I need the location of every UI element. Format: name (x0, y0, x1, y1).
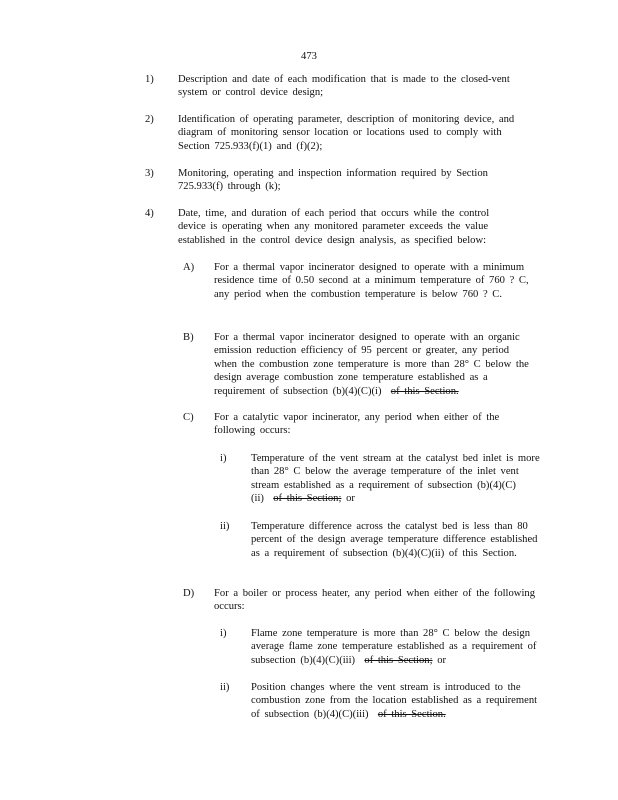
item-body: Temperature of the vent stream at the catalyst bed inlet is more than 28° C below the average temperature of the inlet vent stream established as a requirement of subsection (b)(4)(C)(ii) (251, 453, 540, 505)
page-number: 473 (301, 51, 317, 62)
struck-text: of this Section; (273, 493, 342, 505)
item-label: A) (183, 262, 195, 273)
item-text (251, 681, 541, 721)
item-text (251, 452, 541, 506)
item-body: For a thermal vapor incinerator designed to operate with an organic emission reduction efficiency of 95 percent or greater, any period when the combustion zone temperature is more than 28° C below the design average combustion zone temperature established as a requirement of subsection (b)(4)(C)(i) (214, 332, 529, 397)
item-text (214, 331, 536, 398)
item-text: For a thermal vapor incinerator designed to operate with a minimum residence time of 0.50 second at a minimum temperature of 760 ? C, any period when the combustion temperature is below 760 ? C. (214, 262, 529, 300)
item-body: Flame zone temperature is more than 28° C below the design average flame zone temperature established as a requirement of subsection (b)(4)(C)(iii) (251, 628, 537, 666)
item-suffix: or (346, 493, 355, 505)
item-text: Date, time, and duration of each period that occurs while the control device is operating when any monitored parameter exceeds the value established in the control device design analysis, as specified below: (178, 208, 490, 246)
item-text (251, 627, 541, 667)
item-text: Temperature difference across the catalyst bed is less than 80 percent of the design average temperature difference established as a requirement of subsection (b)(4)(C)(ii) of this Section. (251, 521, 538, 559)
struck-text: of this Section. (377, 708, 446, 720)
item-label: i) (220, 628, 227, 639)
item-text: For a catalytic vapor incinerator, any period when either of the following occurs: (214, 412, 500, 437)
item-label: 3) (145, 168, 154, 179)
item-text: For a boiler or process heater, any period when either of the following occurs: (214, 588, 535, 613)
item-text: Identification of operating parameter, description of monitoring device, and diagram of monitoring sensor location or locations used to comply with Section 725.933(f)(1) and (f)(2); (178, 114, 515, 152)
item-label: D) (183, 588, 195, 599)
item-label: 1) (145, 74, 154, 85)
item-label: i) (220, 453, 227, 464)
item-label: ii) (220, 682, 230, 693)
item-label: C) (183, 412, 194, 423)
item-text: Description and date of each modification that is made to the closed-vent system or control device design; (178, 74, 510, 99)
struck-text: of this Section. (390, 385, 459, 397)
item-label: 4) (145, 208, 154, 219)
item-label: B) (183, 332, 194, 343)
struck-text: of this Section; (364, 654, 433, 666)
item-label: ii) (220, 521, 230, 532)
item-label: 2) (145, 114, 154, 125)
item-text: Monitoring, operating and inspection information required by Section 725.933(f) through (k); (178, 168, 488, 193)
item-suffix: or (437, 654, 447, 666)
item-body: Position changes where the vent stream is introduced to the combustion zone from the location established as a requirement of subsection (b)(4)(C)(iii) (251, 682, 538, 720)
